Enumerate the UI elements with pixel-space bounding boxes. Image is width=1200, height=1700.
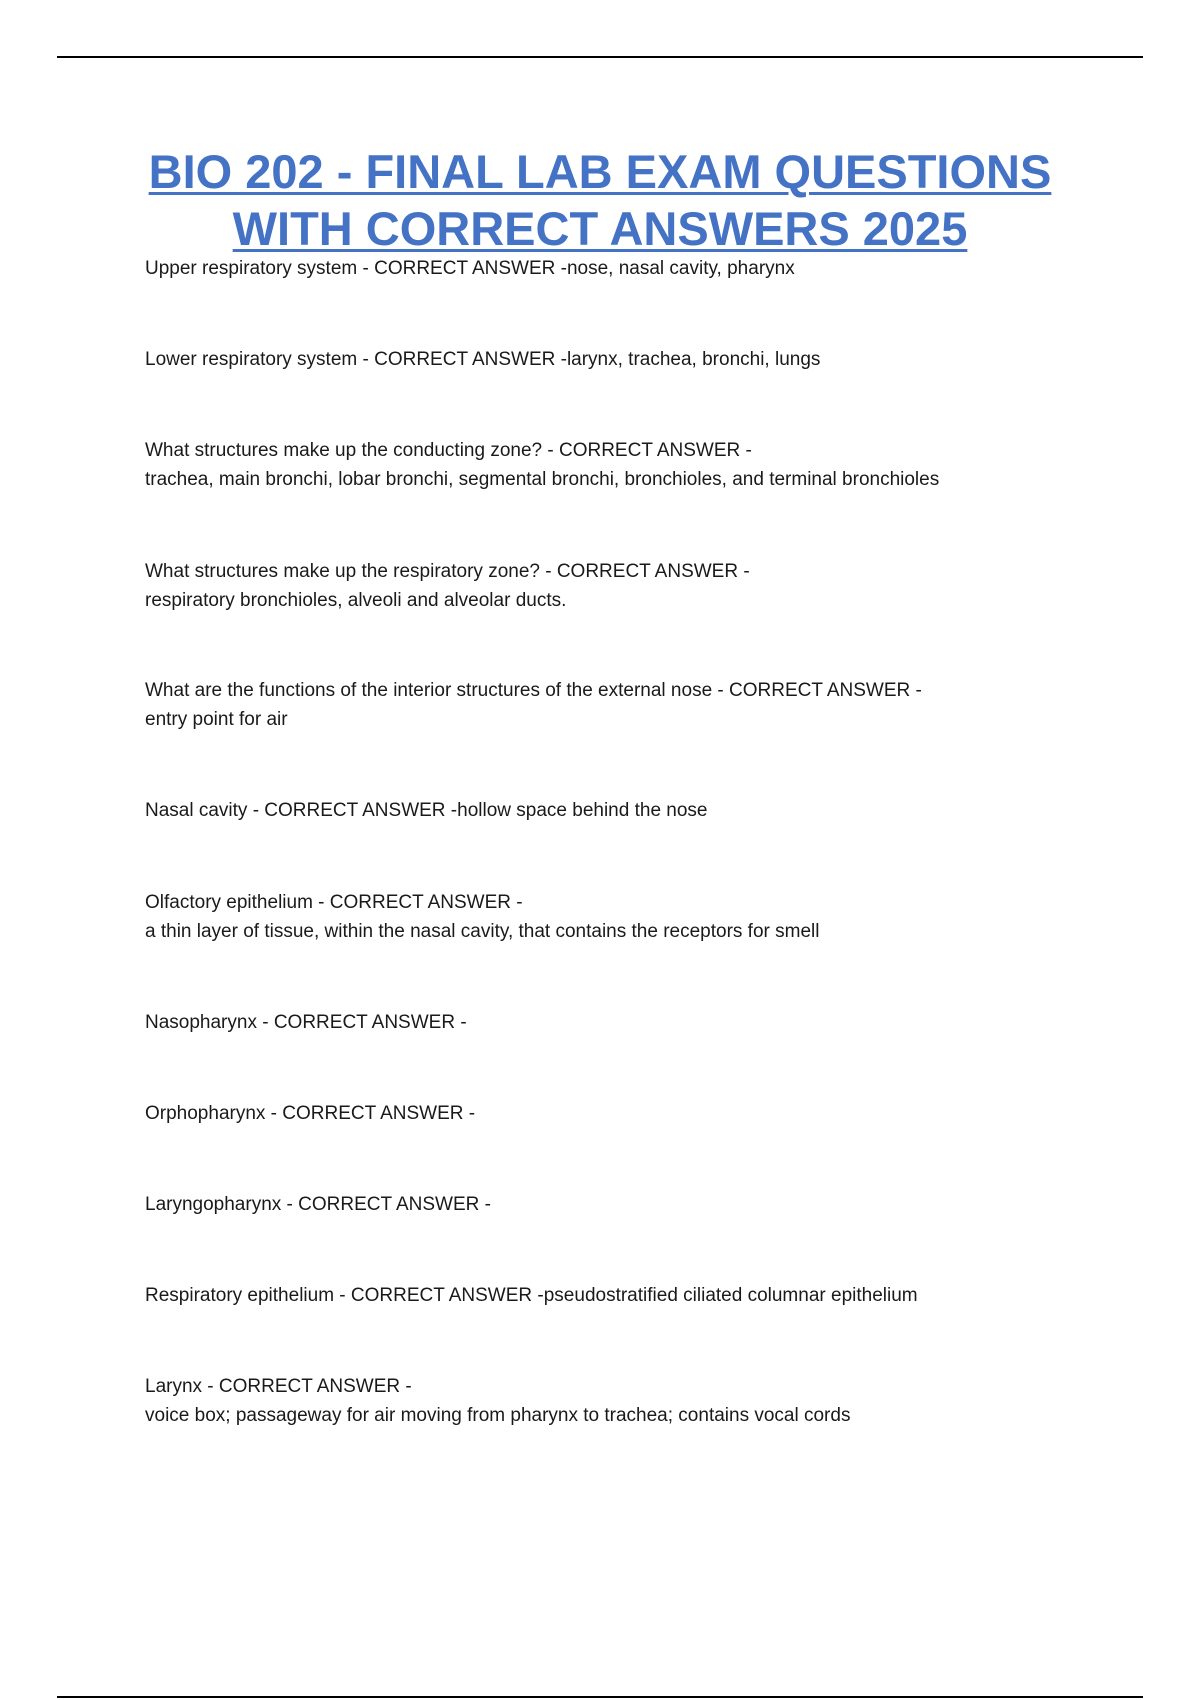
qa-entry <box>145 1372 1105 1430</box>
entry-question: Nasopharynx - CORRECT ANSWER - <box>145 1012 467 1033</box>
page-title <box>100 143 1100 257</box>
entry-question: Olfactory epithelium - CORRECT ANSWER - <box>145 892 523 913</box>
entry-question: What are the functions of the interior structures of the external nose - CORRECT ANSWER - <box>145 680 922 701</box>
qa-entry <box>145 796 1105 825</box>
entry-answer: trachea, main bronchi, lobar bronchi, segmental bronchi, bronchioles, and terminal bronchioles <box>145 469 940 490</box>
bottom-rule <box>57 1696 1143 1698</box>
qa-entry <box>145 1190 1105 1219</box>
qa-entry <box>145 1099 1105 1128</box>
qa-entry <box>145 254 1105 283</box>
title-line-2: WITH CORRECT ANSWERS 2025 <box>232 202 968 255</box>
entry-question: Respiratory epithelium - CORRECT ANSWER -pseudostratified ciliated columnar epithelium <box>145 1285 918 1306</box>
qa-entry <box>145 676 1105 734</box>
qa-entry <box>145 1281 1105 1310</box>
qa-entry <box>145 888 1105 946</box>
entry-question: Laryngopharynx - CORRECT ANSWER - <box>145 1194 491 1215</box>
entry-answer: entry point for air <box>145 709 288 730</box>
entry-question: Upper respiratory system - CORRECT ANSWER -nose, nasal cavity, pharynx <box>145 258 795 279</box>
entry-question: What structures make up the conducting zone? - CORRECT ANSWER - <box>145 440 752 461</box>
entry-answer: a thin layer of tissue, within the nasal cavity, that contains the receptors for smell <box>145 921 820 942</box>
entry-question: Larynx - CORRECT ANSWER - <box>145 1376 412 1397</box>
entry-question: What structures make up the respiratory zone? - CORRECT ANSWER - <box>145 561 750 582</box>
entry-question: Orphopharynx - CORRECT ANSWER - <box>145 1103 476 1124</box>
qa-entry <box>145 436 1105 494</box>
entry-question: Lower respiratory system - CORRECT ANSWER -larynx, trachea, bronchi, lungs <box>145 349 821 370</box>
title-line-1: BIO 202 - FINAL LAB EXAM QUESTIONS <box>148 145 1052 198</box>
entry-question: Nasal cavity - CORRECT ANSWER -hollow space behind the nose <box>145 800 708 821</box>
entry-answer: respiratory bronchioles, alveoli and alveolar ducts. <box>145 590 567 611</box>
qa-entry <box>145 557 1105 615</box>
qa-entry <box>145 1008 1105 1037</box>
qa-entry <box>145 345 1105 374</box>
top-rule <box>57 56 1143 58</box>
entry-answer: voice box; passageway for air moving from pharynx to trachea; contains vocal cords <box>145 1405 851 1426</box>
